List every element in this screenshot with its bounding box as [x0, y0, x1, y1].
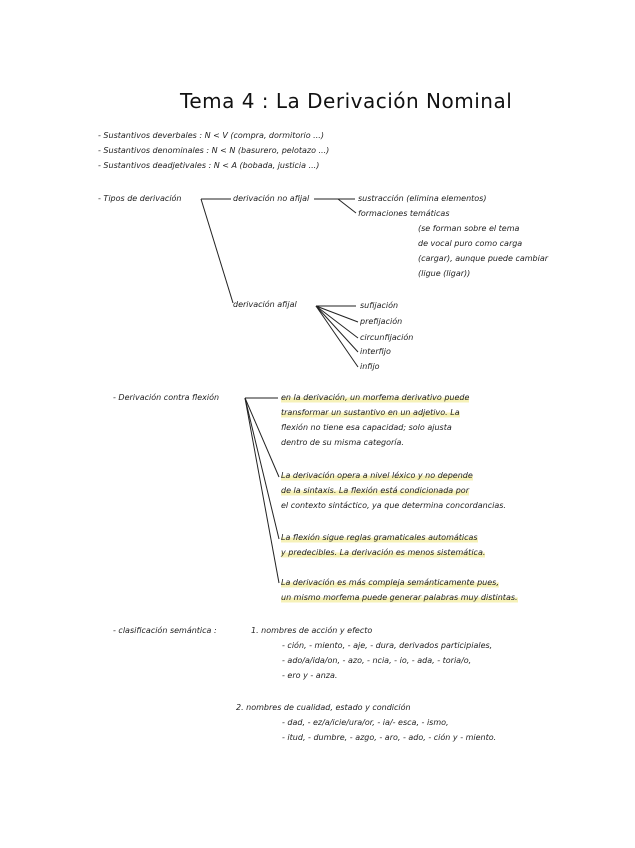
clasificacion-group-line: - dad, - ez/a/icie/ura/or, - ia/- esca, - ismo, — [282, 718, 449, 727]
flexion-paragraph-line: y predecibles. La derivación es menos sistemática. — [281, 548, 486, 557]
no-afijal-note-line: de vocal puro como carga — [418, 239, 523, 248]
clasificacion-group-line: - itud, - dumbre, - azgo, - aro, - ado, - ción y - miento. — [282, 733, 497, 742]
flexion-paragraph-line: de la sintaxis. La flexión está condicionada por — [281, 486, 469, 495]
afijal-item-interfijo: interfijo — [360, 347, 391, 356]
flexion-paragraph-line: el contexto sintáctico, ya que determina concordancias. — [281, 501, 506, 510]
clasificacion-group-line: - ción, - miento, - aje, - dura, derivados participiales, — [282, 641, 493, 650]
flexion-paragraph-line: dentro de su misma categoría. — [281, 438, 404, 447]
afijal-item-prefijacion: prefijación — [360, 317, 403, 326]
clasificacion-label: - clasificación semántica : — [113, 626, 217, 635]
intro-line-deadjetivales: - Sustantivos deadjetivales : N < A (bobada, justicia ...) — [98, 161, 320, 170]
afijal-item-circunfijacion: circunfijación — [360, 333, 414, 342]
flexion-paragraph-line: La flexión sigue reglas gramaticales automáticas — [281, 533, 478, 542]
afijal-item-infijo: infijo — [360, 362, 380, 371]
flexion-label: - Derivación contra flexión — [113, 393, 220, 402]
no-afijal-note-line: (ligue (ligar)) — [418, 269, 471, 278]
flexion-paragraph-line: flexión no tiene esa capacidad; solo ajusta — [281, 423, 452, 432]
no-afijal-item-sustraccion: sustracción (elimina elementos) — [358, 194, 487, 203]
flexion-paragraph-line: un mismo morfema puede generar palabras muy distintas. — [281, 593, 518, 602]
clasificacion-group-heading: 2. nombres de cualidad, estado y condición — [236, 703, 411, 712]
afijal-label: derivación afijal — [233, 300, 297, 309]
afijal-item-sufijacion: sufijación — [360, 301, 399, 310]
no-afijal-note-line: (se forman sobre el tema — [418, 224, 520, 233]
page-title: Tema 4 : La Derivación Nominal — [180, 89, 513, 113]
clasificacion-group-line: - ado/a/ida/on, - azo, - ncia, - io, - ada, - toria/o, — [282, 656, 472, 665]
intro-line-denominales: - Sustantivos denominales : N < N (basurero, pelotazo ...) — [98, 146, 330, 155]
no-afijal-item-tematicas: formaciones temáticas — [358, 209, 450, 218]
intro-line-deverbales: - Sustantivos deverbales : N < V (compra, dormitorio ...) — [98, 131, 324, 140]
tipos-label: - Tipos de derivación — [98, 194, 182, 203]
clasificacion-group-heading: 1. nombres de acción y efecto — [251, 626, 373, 635]
no-afijal-label: derivación no afijal — [233, 194, 310, 203]
no-afijal-note-line: (cargar), aunque puede cambiar — [418, 254, 549, 263]
flexion-paragraph-line: en la derivación, un morfema derivativo puede — [281, 393, 470, 402]
flexion-paragraph-line: La derivación es más compleja semánticamente pues, — [281, 578, 499, 587]
flexion-paragraph-line: transformar un sustantivo en un adjetivo. La — [281, 408, 460, 417]
clasificacion-group-line: - ero y - anza. — [282, 671, 338, 680]
flexion-paragraph-line: La derivación opera a nivel léxico y no depende — [281, 471, 473, 480]
